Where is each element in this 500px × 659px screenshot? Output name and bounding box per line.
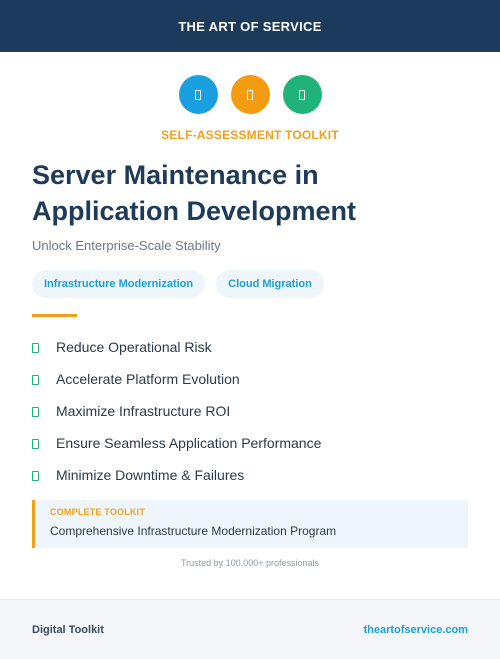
website-link[interactable]: theartofservice.com <box>363 623 468 636</box>
accent-divider <box>32 314 77 317</box>
check-icon <box>32 407 39 417</box>
benefit-item <box>32 331 472 363</box>
check-icon <box>32 439 39 449</box>
callout-text: Comprehensive Infrastructure Modernization Program <box>50 524 337 538</box>
trust-note: Trusted by 100,000+ professionals <box>180 558 319 568</box>
blue-badge-icon <box>179 75 218 114</box>
header-bar <box>0 0 500 52</box>
benefit-label: Maximize Infrastructure ROI <box>56 403 231 419</box>
title-line-1: Server Maintenance in <box>32 160 319 190</box>
icon-row <box>0 75 500 114</box>
brand-name: THE ART OF SERVICE <box>178 18 322 34</box>
tag-list <box>32 270 324 298</box>
callout-label: COMPLETE TOOLKIT <box>50 507 146 517</box>
benefit-item <box>32 395 472 427</box>
green-badge-icon <box>283 75 322 114</box>
footer-label: Digital Toolkit <box>32 623 104 636</box>
benefit-item <box>32 363 472 395</box>
tag-cloud-migration[interactable]: Cloud Migration <box>216 270 324 298</box>
title-line-2: Application Development <box>32 196 357 226</box>
benefit-label: Accelerate Platform Evolution <box>56 371 240 387</box>
toolkit-callout <box>32 500 468 548</box>
check-icon <box>32 471 39 481</box>
orange-badge-icon <box>231 75 270 114</box>
subtitle: Unlock Enterprise-Scale Stability <box>32 238 221 253</box>
check-icon <box>32 343 39 353</box>
benefit-label: Ensure Seamless Application Performance <box>56 435 322 451</box>
benefit-item <box>32 459 472 491</box>
kicker-label: SELF-ASSESSMENT TOOLKIT <box>161 128 339 142</box>
page-title <box>32 157 472 229</box>
tag-infrastructure-modernization[interactable]: Infrastructure Modernization <box>32 270 205 298</box>
check-icon <box>32 375 39 385</box>
benefit-list <box>32 331 472 491</box>
benefit-label: Minimize Downtime & Failures <box>56 467 245 483</box>
footer-bar <box>0 599 500 659</box>
benefit-item <box>32 427 472 459</box>
benefit-label: Reduce Operational Risk <box>56 339 212 355</box>
